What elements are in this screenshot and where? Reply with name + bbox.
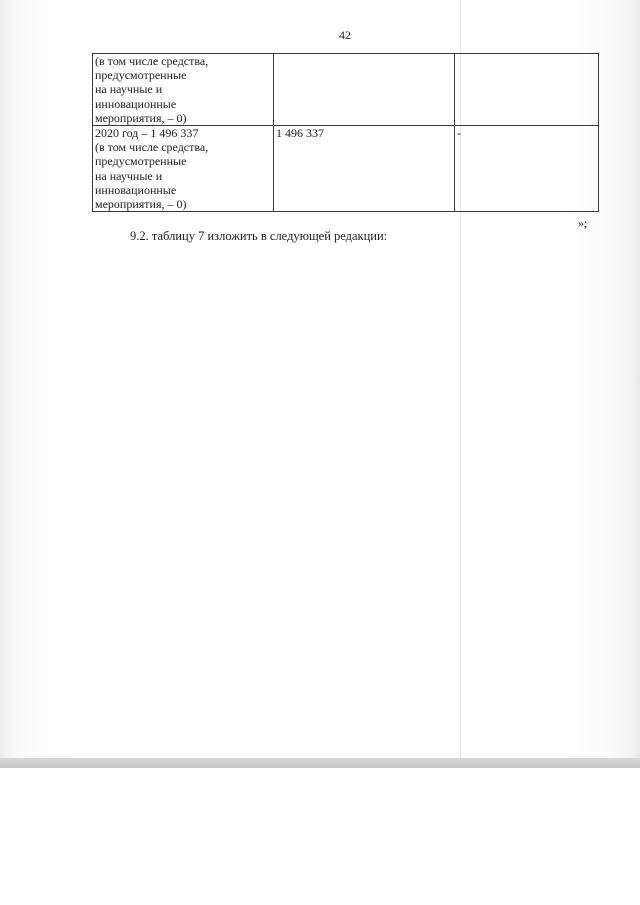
cell-text-line: мероприятия, – 0) (95, 197, 187, 212)
table-cell-amount: 1 496 337 (274, 126, 455, 212)
cell-text-line: на научные и (95, 82, 163, 97)
budget-table (92, 53, 599, 212)
closing-quote-mark: »; (578, 216, 588, 230)
table-cell-other: - (455, 126, 599, 212)
scan-bottom-edge (0, 758, 640, 768)
table-row (93, 54, 599, 126)
table-cell-other (455, 54, 599, 126)
cell-text-line: инновационные (95, 96, 177, 111)
cell-text-line: предусмотренные (95, 154, 187, 169)
cell-text-line: 2020 год – 1 496 337 (95, 126, 199, 141)
cell-text-line: на научные и (95, 168, 163, 183)
cell-text-line: (в том числе средства, (95, 54, 209, 68)
table-row (93, 126, 599, 212)
page-number: 42 (339, 28, 351, 42)
cell-text-line: инновационные (95, 182, 177, 197)
cell-text-line: предусмотренные (95, 68, 187, 83)
cell-text-line: мероприятия, – 0) (95, 110, 187, 125)
amendment-instruction: 9.2. таблицу 7 изложить в следующей редакции: (130, 229, 388, 243)
table-cell-amount (274, 54, 455, 126)
table-cell-period (93, 54, 274, 126)
cell-text-line: (в том числе средства, (95, 140, 209, 155)
table-cell-period (93, 126, 274, 212)
